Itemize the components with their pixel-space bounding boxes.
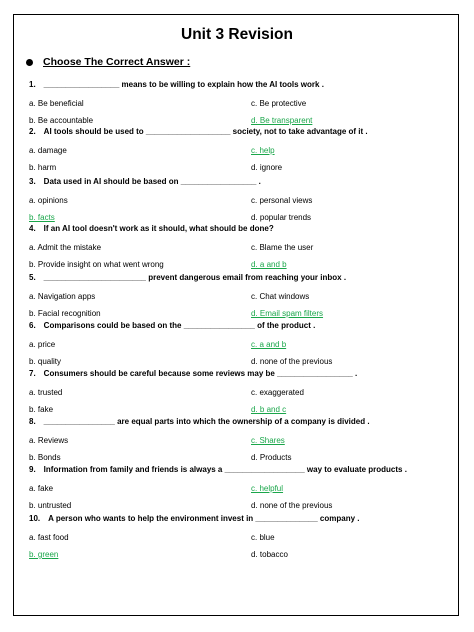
answer-option: b. fake — [29, 405, 54, 414]
answer-option: a. Reviews — [29, 436, 69, 445]
question — [29, 224, 449, 233]
question-number: 2. — [29, 127, 36, 136]
question-number: 4. — [29, 224, 36, 233]
question-text: AI tools should be used to ___________________ society, not to take advantage of it . — [43, 127, 368, 136]
question-number: 7. — [29, 369, 36, 378]
answer-option: b. Facial recognition — [29, 309, 101, 318]
section-heading-label: Choose The Correct Answer : — [43, 56, 191, 68]
answer-option: d. none of the previous — [251, 357, 333, 366]
question-text: Data used in AI should be based on _________________ . — [43, 177, 261, 186]
question-text: _________________ means to be willing to explain how the AI tools work . — [43, 80, 324, 89]
answer-option: d. popular trends — [251, 213, 312, 222]
answer-option: c. personal views — [251, 196, 313, 205]
question-number: 3. — [29, 177, 36, 186]
answer-option: a. Admit the mistake — [29, 243, 102, 252]
answer-option: d. none of the previous — [251, 501, 333, 510]
answer-option-correct: d. b and c — [251, 405, 287, 414]
answer-option: a. opinions — [29, 196, 68, 205]
question-text: Information from family and friends is always a __________________ way to evaluate products . — [43, 465, 407, 474]
answer-option-correct: d. a and b — [251, 260, 287, 269]
question-text: ________________ are equal parts into which the ownership of a company is divided . — [43, 417, 370, 426]
answer-option: a. price — [29, 340, 56, 349]
answer-option: c. Be protective — [251, 99, 307, 108]
question — [29, 80, 449, 89]
section-heading — [26, 56, 190, 68]
question-text: A person who wants to help the environment invest in ______________ company . — [48, 514, 360, 523]
answer-option-correct: d. Email spam filters — [251, 309, 324, 318]
question-number: 8. — [29, 417, 36, 426]
question — [29, 321, 449, 330]
question — [29, 127, 449, 136]
answer-option: a. fast food — [29, 533, 69, 542]
question — [29, 177, 449, 186]
question-number: 6. — [29, 321, 36, 330]
answer-option-correct: b. facts — [29, 213, 55, 222]
answer-option-correct: c. Shares — [251, 436, 285, 445]
answer-option: c. Blame the user — [251, 243, 314, 252]
answer-option: d. ignore — [251, 163, 283, 172]
answer-option: d. Products — [251, 453, 292, 462]
answer-option: a. Be beneficial — [29, 99, 84, 108]
question-number: 1. — [29, 80, 36, 89]
answer-option: a. Navigation apps — [29, 292, 96, 301]
answer-option: b. Provide insight on what went wrong — [29, 260, 164, 269]
question — [29, 465, 449, 474]
answer-option: b. quality — [29, 357, 62, 366]
answer-option: c. exaggerated — [251, 388, 304, 397]
answer-option: c. blue — [251, 533, 275, 542]
question-text: Comparisons could be based on the ________________ of the product . — [43, 321, 316, 330]
answer-option: a. trusted — [29, 388, 63, 397]
answer-option: b. Be accountable — [29, 116, 94, 125]
answer-option: c. Chat windows — [251, 292, 310, 301]
answer-option-correct: c. help — [251, 146, 275, 155]
answer-option-correct: d. Be transparent — [251, 116, 313, 125]
answer-option-correct: b. green — [29, 550, 59, 559]
answer-option-correct: c. helpful — [251, 484, 284, 493]
page-title: Unit 3 Revision — [181, 26, 293, 43]
question — [29, 273, 449, 282]
question — [29, 369, 449, 378]
question-number: 5. — [29, 273, 36, 282]
bullet-icon — [26, 59, 33, 66]
question-number: 9. — [29, 465, 36, 474]
question-number: 10. — [29, 514, 41, 523]
question — [29, 417, 449, 426]
question-text: Consumers should be careful because some reviews may be _________________ . — [43, 369, 358, 378]
answer-option: b. untrusted — [29, 501, 72, 510]
answer-option-correct: c. a and b — [251, 340, 287, 349]
answer-option: d. tobacco — [251, 550, 288, 559]
answer-option: b. harm — [29, 163, 57, 172]
question-text: _______________________ prevent dangerous email from reaching your inbox . — [43, 273, 347, 282]
question — [29, 514, 449, 523]
answer-option: a. fake — [29, 484, 54, 493]
answer-option: a. damage — [29, 146, 67, 155]
answer-option: b. Bonds — [29, 453, 61, 462]
question-text: If an AI tool doesn't work as it should, what should be done? — [43, 224, 274, 233]
